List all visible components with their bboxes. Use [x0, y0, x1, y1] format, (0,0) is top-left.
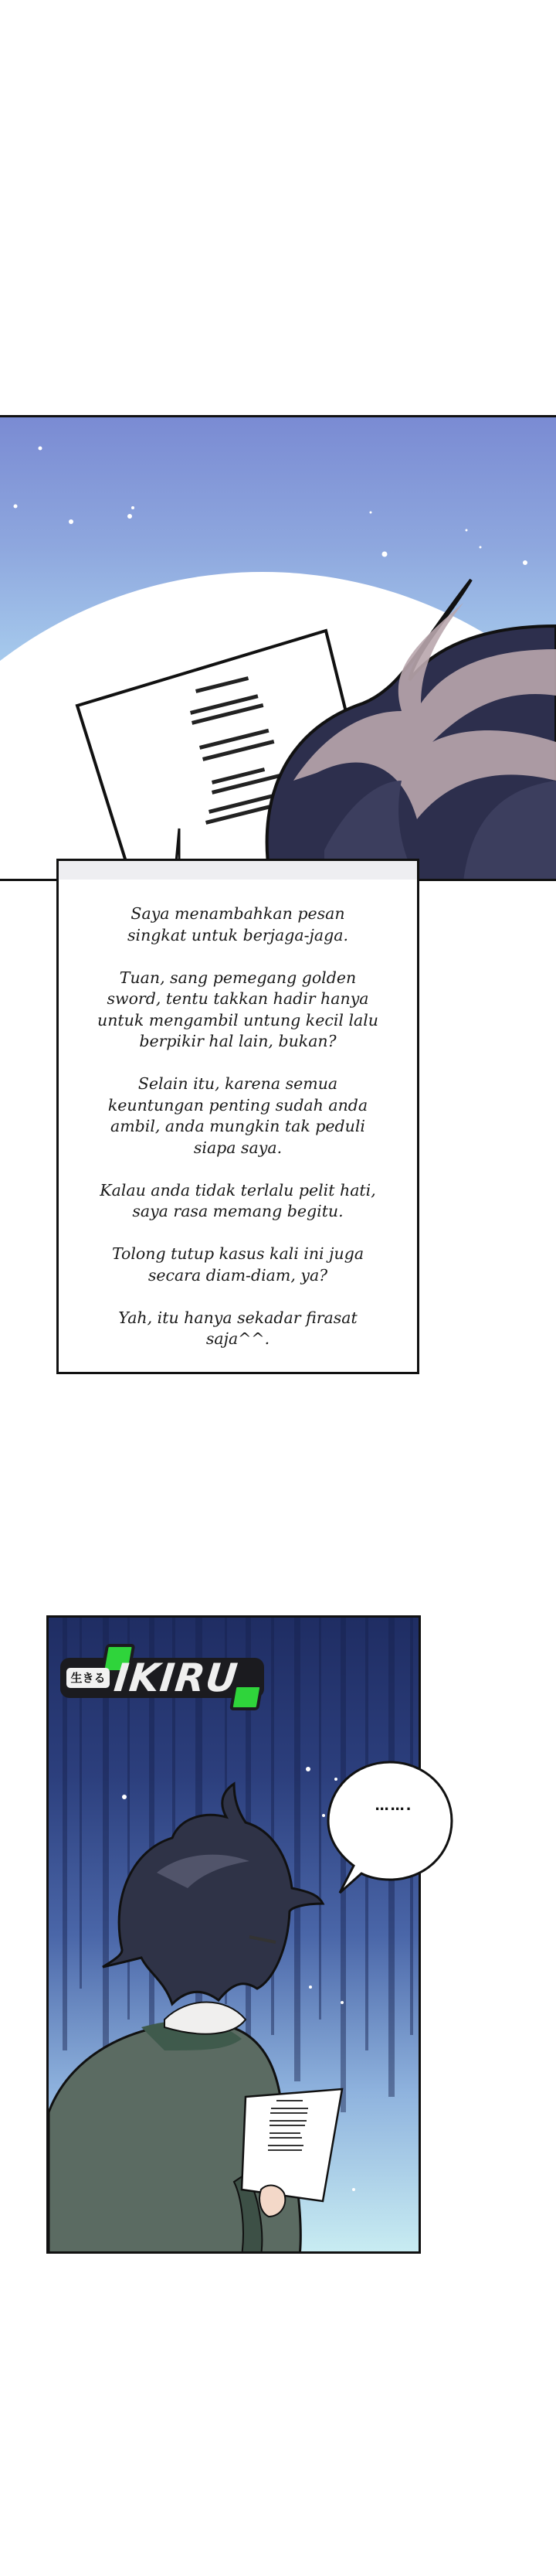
- narration-caption-box: [56, 859, 419, 1374]
- caption-line: siapa saya.: [193, 1138, 283, 1157]
- caption-line: Yah, itu hanya sekadar firasat: [118, 1308, 358, 1327]
- caption-paragraph-2: [59, 968, 417, 1053]
- caption-line: berpikir hal lain, bukan?: [139, 1032, 337, 1050]
- caption-line: sword, tentu takkan hadir hanya: [107, 989, 369, 1008]
- caption-line: Tuan, sang pemegang golden: [119, 968, 357, 987]
- caption-overlap-fade: [59, 861, 417, 880]
- speech-bubble-shape: [324, 1758, 456, 1897]
- caption-line: singkat untuk berjaga-jaga.: [127, 925, 348, 944]
- caption-line: untuk mengambil untung kecil lalu: [97, 1010, 378, 1029]
- caption-line: ambil, anda mungkin tak peduli: [110, 1117, 365, 1135]
- caption-line: keuntungan penting sudah anda: [107, 1095, 368, 1114]
- speech-bubble: [324, 1758, 456, 1897]
- caption-line: saja^^.: [205, 1329, 270, 1348]
- caption-paragraph-1: [59, 903, 417, 946]
- comic-panel-1: [0, 415, 556, 881]
- shirt-collar: [164, 2003, 246, 2034]
- logo-kana-label: 生きる: [66, 1668, 110, 1688]
- caption-paragraph-3: [59, 1074, 417, 1159]
- caption-paragraph-4: [59, 1180, 417, 1223]
- caption-line: Kalau anda tidak terlalu pelit hati,: [100, 1180, 376, 1200]
- panel-2-artwork: [49, 1618, 421, 2254]
- caption-text: [59, 903, 417, 1371]
- character-head: [103, 1784, 323, 2004]
- ikiru-watermark-logo: [60, 1641, 269, 1710]
- caption-paragraph-6: [59, 1308, 417, 1350]
- caption-line: Tolong tutup kasus kali ini juga: [111, 1244, 364, 1263]
- speech-bubble-text: …….: [375, 1798, 413, 1814]
- comic-panel-2: [46, 1615, 421, 2254]
- caption-line: saya rasa memang begitu.: [132, 1202, 344, 1220]
- panel-1-artwork: [0, 417, 556, 879]
- caption-line: secara diam-diam, ya?: [147, 1265, 328, 1285]
- caption-line: Selain itu, karena semua: [137, 1074, 338, 1093]
- caption-line: Saya menambahkan pesan: [131, 904, 345, 923]
- logo-wordmark: IKIRU: [111, 1656, 241, 1700]
- caption-paragraph-5: [59, 1244, 417, 1286]
